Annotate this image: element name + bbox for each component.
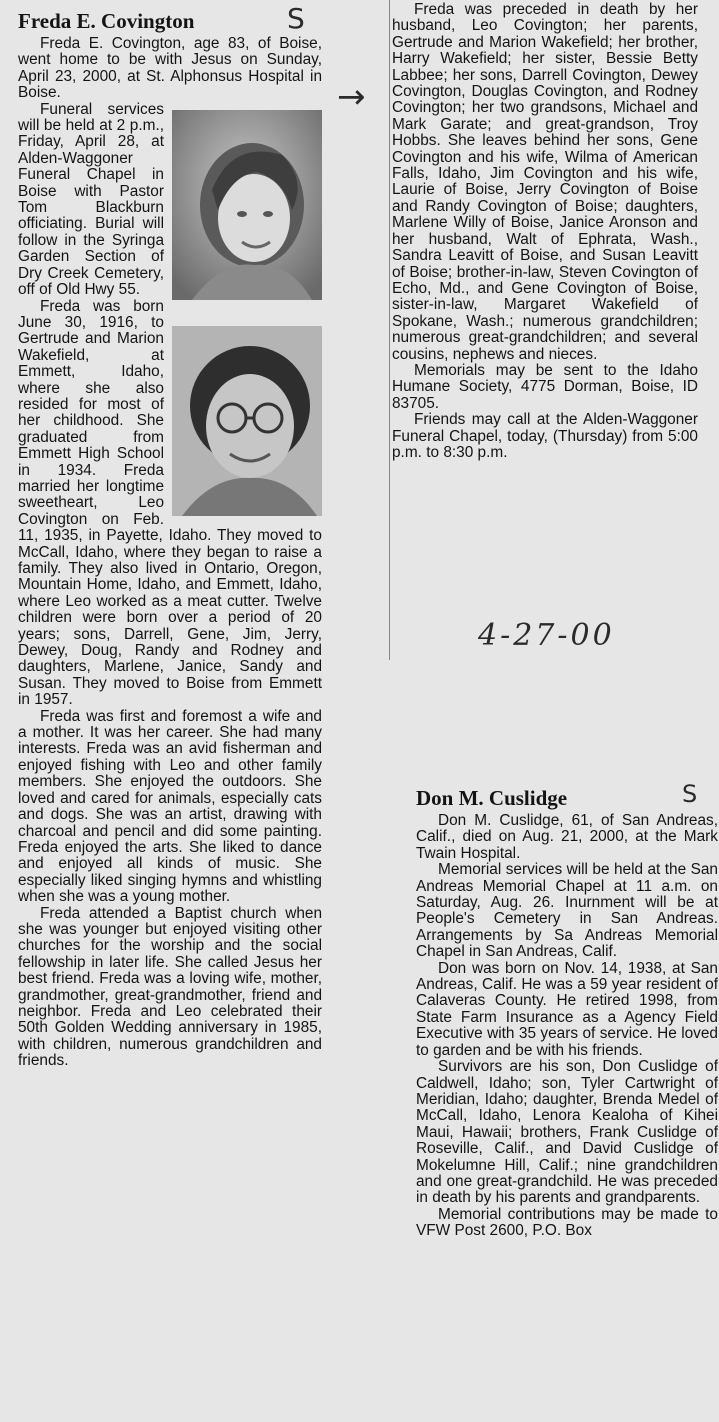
obituary-freda-name: Freda E. Covington xyxy=(18,9,195,33)
obituary-freda-paragraph: Freda was born June 30, 1916, to Gertrude and Marion Wakefield, at Emmett, Idaho, where she also resided for most of her childhood. She graduated from Emmett High School in 1934. Freda married her longtime sweetheart, Leo Covington on Feb. 11, 1935, in Payette, Idaho. They moved to McCall, Idaho, where they began to raise a family. They also lived in Ontario, Oregon, Mountain Home, Idaho, and Emmett, Idaho, where Leo worked as a meat cutter. Twelve children were born over a period of 20 years; sons, Darrell, Gene, Jim, Jerry, Dewey, Doug, Randy and Rodney and daughters, Marlene, Janice, Sandy and Susan. They moved to Boise from Emmett in 1957. xyxy=(18,297,322,709)
handwritten-date: 4-27-00 xyxy=(478,618,615,653)
column-divider xyxy=(389,0,390,660)
obituary-freda-paragraph: Freda attended a Baptist church when she was younger but enjoyed visiting other churches for the worship and the social fellowship in later life. She called Jesus her best friend. Freda was a loving wife, mother, grandmother, great-grandmother, friend and neighbor. Freda and Leo celebrated their 50th Golden Wedding anniversary in 1985, with children, numerous grandchildren and friends. xyxy=(18,904,322,1070)
continuation-arrow: → xyxy=(337,77,366,117)
obituary-don-paragraph: Memorial services will be held at the San Andreas Memorial Chapel at 11 a.m. on Saturday, Aug. 26. Inurnment will be at People's Cemetery in San Andreas. Arrangements by Sa Andreas Memorial Chapel in San Andreas, Calif. xyxy=(416,861,718,961)
freda-elderly-portrait-photo xyxy=(172,326,322,516)
obituary-don-paragraph: Survivors are his son, Don Cuslidge of Caldwell, Idaho; son, Tyler Cartwright of Meridian, Idaho; daughter, Brenda Medel of McCall, Idaho, Lenora Kealoha of Kihei Maui, Hawaii; brothers, Frank Cuslidge of Roseville, Calif., and David Cuslidge of Mokelumne Hill, Calif.; nine grandchildren and one great-grandchild. He was preceded in death by his parents and grandparents. xyxy=(416,1058,718,1207)
margin-mark-don: S xyxy=(682,780,698,808)
obituary-don-paragraph: Don was born on Nov. 14, 1938, at San Andreas, Calif. He was a 59 year resident of Calaveras County. He retired 1998, from State Farm Insurance as a Agency Field Executive with 35 years of service. He loved to garden and be with his friends. xyxy=(416,959,718,1059)
margin-mark-freda: S xyxy=(287,2,305,35)
obituary-freda-paragraph: Memorials may be sent to the Idaho Humane Society, 4775 Dorman, Boise, ID 83705. xyxy=(392,361,698,412)
freda-young-portrait-photo xyxy=(172,110,322,300)
obituary-freda-paragraph: Freda was preceded in death by her husband, Leo Covington; her parents, Gertrude and Marion Wakefield; her brother, Harry Wakefield; her sister, Bessie Betty Labbee; her sons, Darrell Covington, Dewey Covington, Douglas Covington, and Rodney Covington; her two grandsons, Michael and Mark Garate; and great-grandson, Troy Hobbs. She leaves behind her sons, Gene Covington and his wife, Wilma of American Falls, Idaho, Jim Covington and his wife, Laurie of Boise, Jerry Covington of Boise and Randy Covington of Boise; daughters, Marlene Willy of Boise, Janice Aronson and her husband, Walt of Ephrata, Wash., Sandra Leavitt of Boise, and Susan Leavitt of Boise; brother-in-law, Steven Covington of Echo, Md., and Gene Covington of Boise, sister-in-law, Margaret Wakefield of Spokane, Wash.; numerous grandchildren; numerous great-grandchildren; and several cousins, nephews and nieces. xyxy=(392,1,698,363)
obituary-don-column xyxy=(416,785,718,1422)
obituary-don-name: Don M. Cuslidge xyxy=(416,786,568,810)
obituary-freda-paragraph: Friends may call at the Alden-Waggoner Funeral Chapel, today, (Thursday) from 5:00 p.m. to 8:30 p.m. xyxy=(392,411,698,461)
obituary-freda-column xyxy=(18,8,322,1422)
obituary-don-paragraph: Don M. Cuslidge, 61, of San Andreas, Calif., died on Aug. 21, 2000, at the Mark Twain Hospital. xyxy=(416,812,718,862)
obituary-freda-paragraph: Freda was first and foremost a wife and a mother. It was her career. She had many interests. Freda was an avid fisherman and enjoyed fishing with Leo and other family members. She enjoyed the outdoors. She loved and cared for animals, especially cats and dogs. She was an artist, drawing with charcoal and pencil and did some painting. Freda enjoyed the arts. She liked to dance and enjoyed all kinds of music. She especially liked singing hymns and whistling when she was a young mother. xyxy=(18,707,322,906)
obituary-freda-paragraph: Funeral services will be held at 2 p.m., Friday, April 28, at Alden-Waggoner Funeral Chapel in Boise with Pastor Tom Blackburn officiating. Burial will follow in the Syringa Garden Section of Dry Creek Cemetery, off of Old Hwy 55. xyxy=(18,100,164,299)
obituary-don-paragraph: Memorial contributions may be made to VFW Post 2600, P.O. Box xyxy=(416,1205,718,1240)
obituary-freda-continued-column xyxy=(392,0,698,660)
obituary-freda-paragraph: Freda E. Covington, age 83, of Boise, went home to be with Jesus on Sunday, April 23, 2000, at St. Alphonsus Hospital in Boise. xyxy=(18,35,322,102)
